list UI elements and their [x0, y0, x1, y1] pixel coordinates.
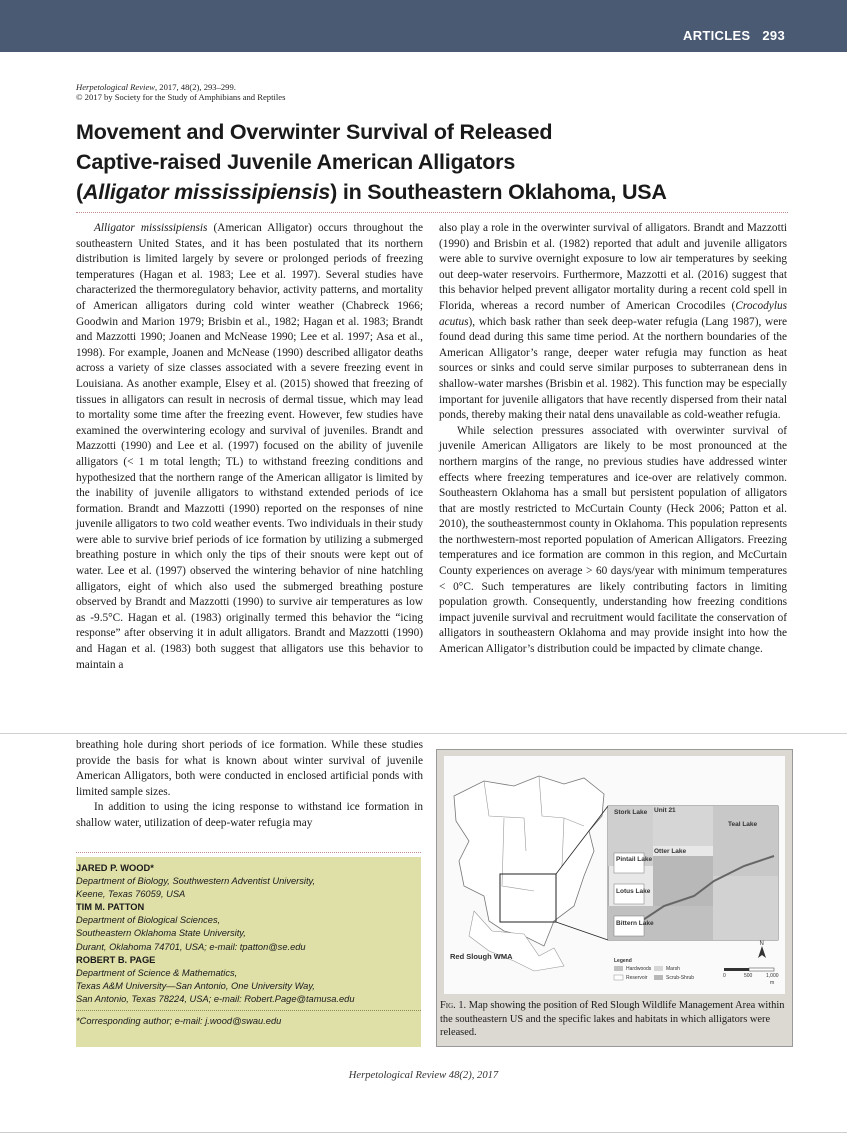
study-area-map	[444, 756, 785, 994]
map-graphic	[444, 756, 785, 994]
habitat-patch	[653, 856, 713, 906]
author-affiliation: Texas A&M University—San Antonio, One University Way,	[76, 980, 315, 991]
scale-bar	[723, 968, 779, 986]
author-divider	[76, 852, 421, 853]
body-paragraph: While selection pressures associated with overwinter survival of juvenile American Alligators are likely to be most pronounced at the northern margins of the range, no previous studies have addressed winter effects where freezing temperatures and ice-over are relatively common. Southeastern Oklahoma has a small but persistent population of alligators that are mostly restricted to McCurtain County (Heck 2006; Patton et al. 2010), the southeasternmost county in Oklahoma. This population represents the northwestern-most reported population of American Alligators. Freezing temperatures and ice formation are common in this region, and McCurtain County experiences on average > 60 days/year with minimum temperatures < 0°C. Such temperatures are likely contributing factors in limiting population growth. Consequently, understanding how freezing conditions impact juvenile survival and recruitment would facilitate the conservation of alligators in southeastern Oklahoma and may provide insight into how the American Alligator’s distribution could be impacted by climate change.	[439, 424, 787, 656]
habitat-patch	[713, 876, 778, 940]
copyright-line: © 2017 by Society for the Study of Amphibians and Reptiles	[76, 92, 286, 102]
label-red-slough-wma: Red Slough WMA	[450, 952, 513, 961]
legend-item: Scrub-Shrub	[666, 975, 695, 981]
author-affiliation: Department of Biological Sciences,	[76, 915, 221, 926]
body-paragraph: also play a role in the overwinter survival of alligators. Brandt and Mazzotti (1990) and Brisbin et al. (1982) reported that adult and juvenile alligators were able to survive overnight exposure to low air temperatures by seeking out deep-water reservoirs. Furthermore, Mazzotti et al. (2016) suggest that this behavior helped prevent alligator mortality during a recent cold spell in Florida, whereas a record number of American Crocodiles (Crocodylus acutus), which bask rather than seek deep-water refugia (Lang 1987), were found dead during this same time period. At the northern boundaries of the American Alligator’s range, deeper water refugia may function as heat sources or sinks and could serve similar purposes to subterranean dens in shallow-water marshes (Brisbin et al. 1982). This function may be especially important for juvenile alligators that have recently dispersed from their natal ponds, thereby making their natal dens unavailable as cold-weather refugia.	[439, 222, 787, 422]
figure-number: Fig. 1.	[440, 1000, 467, 1011]
author-box	[76, 857, 421, 1047]
running-header-bar	[0, 0, 847, 52]
label-pintail-lake: Pintail Lake	[616, 856, 653, 863]
running-header	[683, 28, 785, 43]
author-affiliation: Keene, Texas 76059, USA	[76, 889, 186, 900]
legend-swatch	[614, 966, 623, 971]
fold-line	[0, 733, 847, 734]
citation-details: , 2017, 48(2), 293–299.	[155, 82, 236, 92]
svg-text:m: m	[770, 980, 775, 986]
legend-title: Legend	[614, 958, 632, 964]
corresponding-author: *Corresponding author; e-mail: j.wood@swau.edu	[76, 1016, 282, 1027]
article-title	[76, 117, 776, 207]
citation-block	[76, 82, 285, 102]
author-name: TIM M. PATTON	[76, 902, 145, 913]
journal-name: Herpetological Review	[76, 82, 155, 92]
label-lotus-lake: Lotus Lake	[616, 888, 651, 895]
title-line-3: (Alligator mississipiensis) in Southeastern Oklahoma, USA	[76, 180, 667, 204]
author-affiliation: Department of Biology, Southwestern Adventist University,	[76, 876, 316, 887]
title-line-2: Captive-raised Juvenile American Alligators	[76, 150, 516, 174]
label-bittern-lake: Bittern Lake	[616, 920, 654, 927]
legend-swatch	[614, 975, 623, 980]
author-name: ROBERT B. PAGE	[76, 954, 156, 965]
body-paragraph: breathing hole during short periods of ice formation. While these studies provide the basis for what is known about winter survival of juvenile American Alligators, both were conducted in enclosed artificial ponds with limited sample sizes.	[76, 739, 423, 798]
author-affiliation: Department of Science & Mathematics,	[76, 967, 238, 978]
legend-item: Hardwoods	[626, 966, 652, 972]
author-separator	[76, 1010, 421, 1011]
legend-swatch	[654, 966, 663, 971]
page-footer: Herpetological Review 48(2), 2017	[348, 1070, 499, 1081]
author-affiliation: Southeastern Oklahoma State University,	[76, 928, 246, 939]
label-stork-lake: Stork Lake	[614, 809, 648, 816]
legend-item: Marsh	[666, 966, 680, 972]
body-column-left	[76, 221, 423, 673]
svg-text:0: 0	[723, 973, 726, 979]
label-otter-lake: Otter Lake	[654, 848, 687, 855]
author-affiliation: Durant, Oklahoma 74701, USA; e-mail: tpatton@se.edu	[76, 941, 306, 952]
body-paragraph: Alligator mississipiensis (American Alligator) occurs throughout the southeastern United States, and it has been postulated that its northern distribution is limited largely by severe or prolonged periods of freezing temperatures (Hagan et al. 1983; Lee et al. 1997). Several studies have characterized the thermoregulatory behavior, activity patterns, and mortality of American alligators during cold winter weather (Chabreck 1966; Goodwin and Marion 1979; Brisbin et al., 1982; Hagan et al. 1983; Brandt and Mazzotti 1990; Joanen and McNease 1990; Lee et al. 1997; Asa et al., 1998). For example, Joanen and McNease (1990) described alligator deaths across a variety of size classes associated with a severe freezing event in Louisiana. As another example, Elsey et al. (2015) showed that freezing of tissues in alligators can result in necrosis of dermal tissue, which may lead to mortality some time after the freezing event. However, few studies have examined the overwintering ecology and survival of juveniles. Brandt and Mazzotti (1990) and Lee et al. (1997) focused on the ability of juvenile alligators (< 1 m total length; TL) to withstand freezing conditions and hypothesized that the northern range of the American alligator is limited by the inability of juvenile alligators to withstand extended periods of ice formation. Brandt and Mazzotti (1990) reported on the responses of nine juvenile alligators to two cold weather events. Two individuals in their study were able to survive brief periods of ice formation by utilizing a submerged breathing posture in which only the tips of their snouts were kept out of water. Lee et al. (1997) observed the wintering behavior of nine hatchling alligators, eight of which also used the submerged breathing posture observed by Brandt and Mazzotti (1990) to survive air temperatures as low as -9.5°C. Hagan et al. (1983) originally termed this behavior the “icing response” after observing it in adult alligators. Brandt and Mazzotti (1990) and Hagan et al. (1983) both suggest that alligators use this behavior to maintain a	[76, 222, 423, 671]
svg-text:N: N	[759, 941, 764, 947]
body-column-right	[439, 221, 787, 658]
label-unit-21: Unit 21	[654, 807, 676, 814]
svg-text:1,000: 1,000	[766, 973, 779, 979]
author-affiliation: San Antonio, Texas 78224, USA; e-mail: Robert.Page@tamusa.edu	[76, 993, 355, 1004]
body-paragraph: In addition to using the icing response to withstand ice formation in shallow water, utilization of deep-water refugia may	[76, 801, 423, 829]
title-line-1: Movement and Overwinter Survival of Released	[76, 120, 553, 144]
figure-1	[436, 749, 793, 1047]
north-arrow	[758, 941, 766, 958]
author-name: JARED P. WOOD*	[76, 863, 154, 873]
inset-leader-bottom	[556, 922, 608, 940]
title-species: Alligator mississipiensis	[82, 180, 331, 204]
svg-text:500: 500	[744, 973, 753, 979]
legend-swatch	[654, 975, 663, 980]
label-teal-lake: Teal Lake	[728, 821, 758, 828]
legend-item: Reservoir	[626, 975, 648, 981]
body-column-left-continued	[76, 738, 423, 832]
figure-caption: Fig. 1. Map showing the position of Red Slough Wildlife Management Area within the southeastern US and the specific lakes and habitats in which alligators were released.	[440, 1000, 785, 1039]
page-number: 293	[762, 28, 785, 43]
bottom-rule	[0, 1132, 847, 1133]
section-label: ARTICLES	[683, 28, 751, 43]
title-divider	[76, 212, 788, 213]
